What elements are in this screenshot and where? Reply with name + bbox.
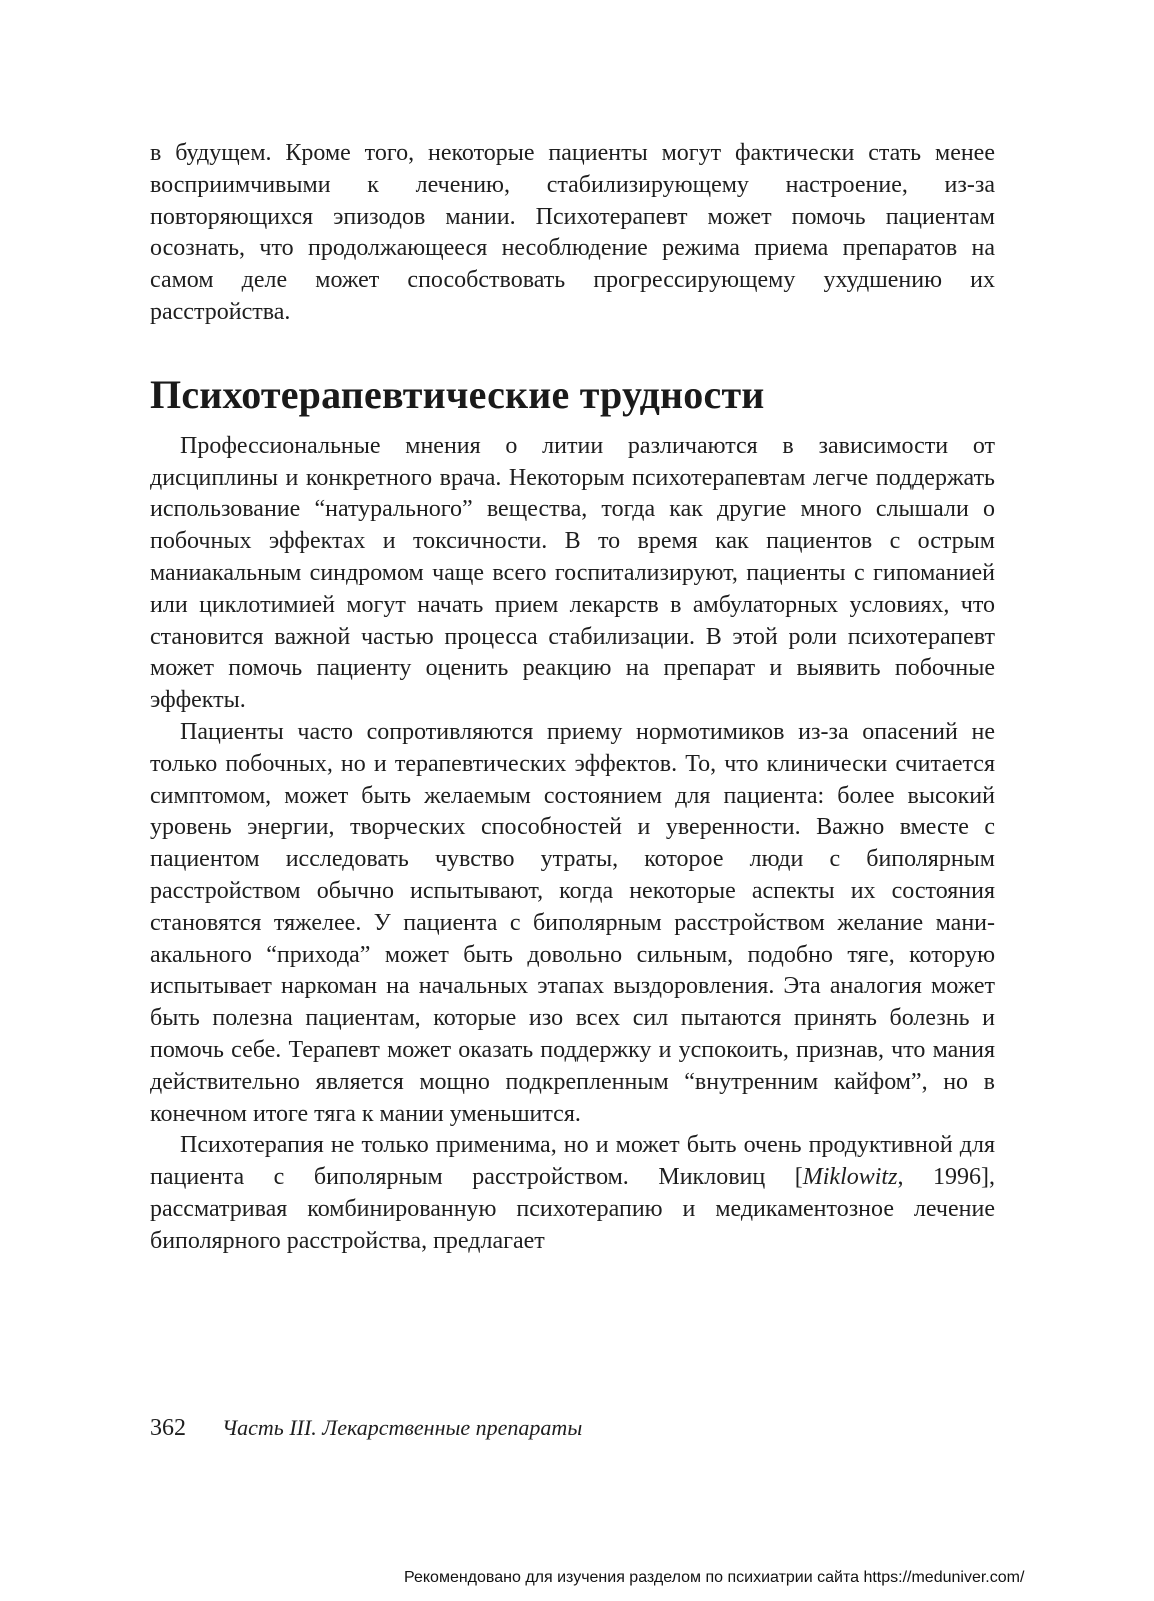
paragraph-lithium-opinions: Профессиональные мнения о литии различаются в зависимости от дисциплины и конкретного врача. Некоторым психотерапевтам легче поддержать использование “натурального” вещества, тогда как другие много слышали о побочных эффектах и токсичности. В то время как пациентов с острым маниакальным синдромом чаще всего госпитализируют, пациенты с гипоманией или циклотимией могут начать прием лекарств в амбулаторных условиях, что становится важной частью процесса стабилизации. В этой роли психотерапевт может помочь пациенту оценить реакцию на препарат и выявить побочные эффекты. [150,432,995,714]
paragraph-psychotherapy-applicable [150,1130,995,1257]
page-number: 362 [150,1415,186,1441]
running-title: Часть III. Лекарственные препараты [222,1415,583,1440]
page-body [150,138,995,1258]
paragraph-text-after-citation: , 1996], рассматривая комбинированную психотерапию и медикаментозное лечение биполярного расстройства, предлагает [150,1164,995,1254]
section-heading: Психотерапевтические трудности [150,371,765,417]
page-folio [150,1413,582,1443]
paragraph-patient-resistance: Пациенты часто сопротивляются приему нормотимиков из-за опасений не только побочных, но и терапевтических эффектов. То, что клинически считается симптомом, может быть желаемым состоянием для пациента: более высокий уровень энергии, творческих способностей и уверенности. Важно вместе с пациентом исследовать чувство утраты, которое люди с биполярным расстройством обычно испытывают, когда некоторые аспекты их состояния становятся тяжелее. У пациента с биполярным расстройством желание маниакального “прихода” может быть довольно сильным, подобно тяге, которую испытывает наркоман на начальных этапах выздоровления. Эта аналогия может быть полезна пациентам, которые изо всех сил пытаются принять болезнь и помочь себе. Терапевт может оказать поддержку и успокоить, признав, что мания действительно является мощно подкрепленным “внутренним кайфом”, но в конечном итоге тяга к мании уменьшится. [150,718,995,1127]
paragraph-text-before-citation: Психотерапия не только применима, но и может быть очень продуктивной для пациента с биполярным расстройством. Микловиц [ [150,1132,995,1191]
lead-paragraph: в будущем. Кроме того, некоторые пациенты могут фактически стать менее восприимчивыми к лечению, стабилизирующему настроение, из-за повторяющихся эпизодов мании. Психотерапевт может помочь пациентам осознать, что продолжающееся несоблюдение режима приема препаратов на самом деле может способствовать прогрессирующему ухудшению их расстройства. [150,140,995,325]
citation-author: Miklowitz [802,1164,898,1191]
footer-recommendation: Рекомендовано для изучения разделом по психиатрии сайта https://meduniver.com/ [404,1569,1025,1586]
